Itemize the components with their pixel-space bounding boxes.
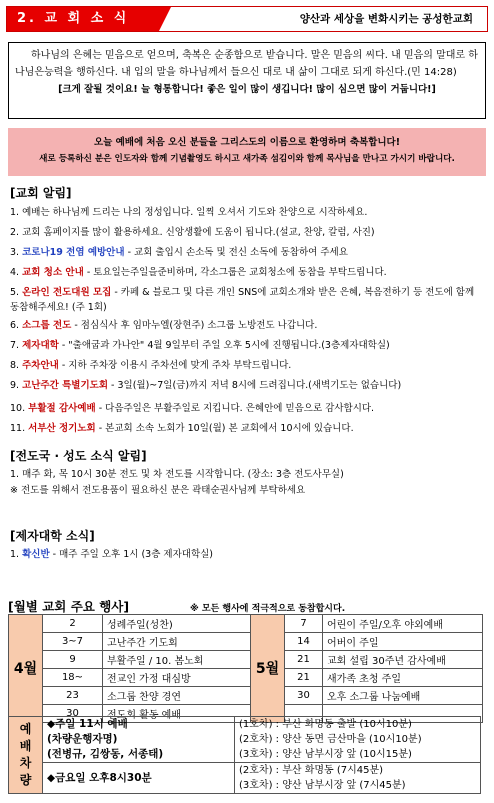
news-item-10 [10,401,486,416]
item-highlight: 주차안내 [22,360,59,371]
disciple-item-1 [10,547,486,562]
news-item-3 [10,245,486,260]
route-line: (3호차) : 양산 남부시장 앞 (7시45분) [239,780,406,791]
monthly-events-title: [월별 교회 주요 행사] [8,599,130,614]
april-label: 4월 [9,615,43,723]
item-text: - 본교회 소속 노회가 10일(월) 본 교회에서 10시에 있습니다. [95,423,354,434]
event-day: 14 [285,633,323,651]
item-text: - 토요일는주일을준비하며, 각소그룹은 교회청소에 동참을 부탁드립니다. [83,267,387,278]
item-highlight: 교회 청소 안내 [22,267,84,278]
table-row [251,651,483,669]
sunday-routes [235,717,481,763]
item-text: 교회 홈페이지를 많이 활용하세요. 신앙생활에 도움이 됩니다.(설교, 찬양, 칼럼, 사진) [22,227,375,238]
table-row [9,633,258,651]
route-line: (2호차) : 부산 화명동 (7시45분) [239,765,384,776]
item-highlight: 코로나19 전염 예방안내 [22,247,125,258]
item-number: 1. [10,207,20,218]
event-day: 30 [285,687,323,705]
event-name: 오후 소그룹 나눔예배 [323,687,483,705]
event-day: 21 [285,669,323,687]
news-item-5 [10,285,486,315]
friday-service-info: ◆금요일 오후8시30분 [43,763,235,794]
verse-motto: [크게 잘될 것이요! 늘 형통합니다! 좋은 일이 많이 생깁니다! 많이 심으면 많이 거둡니다!] [58,84,436,95]
church-news-title: [교회 알림] [10,186,72,200]
event-name: 전교인 가정 대심방 [103,669,258,687]
item-number: 8. [10,360,20,371]
event-day: 18~ [43,669,103,687]
evangelism-title: [전도국 · 성도 소식 알림] [10,449,147,463]
church-slogan: 양산과 세상을 변화시키는 공성한교회 [299,13,473,25]
item-number: 9. [10,380,20,391]
news-item-9 [10,378,486,393]
may-label: 5월 [251,615,285,723]
event-day: 9 [43,651,103,669]
news-item-4 [10,265,486,280]
item-highlight: 서부산 정기노회 [28,423,96,434]
sunday-service-info: ◆주일 11시 예배 (차량운행자명) (전병규, 김쌍동, 서종태) [43,717,235,763]
event-name: 소그룹 찬양 경연 [103,687,258,705]
section-title-church-news: 2. 교 회 소 식 [7,7,159,31]
event-name: 고난주간 기도회 [103,633,258,651]
table-row [251,633,483,651]
item-number: 5. [10,287,20,298]
friday-routes [235,763,481,794]
item-text: - 카페 & 블로그 및 다른 개인 SNS에 교회소개와 받은 은혜, 복음전하기 등 전도에 함께 동참해주세요! (주 1회) [10,287,475,313]
verse-text: 하나님의 은혜는 믿음으로 얻으며, 축복은 순종함으로 받습니다. 말은 믿음의 씨다. 내 믿음의 말대로 하나님은능력을 행하신다. 내 입의 말을 하나님께서 들으신 대로 내 삶이 그대로 되게 하신다.(민 14:28) [15,50,478,78]
welcome-line-1: 오늘 예배에 처음 오신 분들을 그리스도의 이름으로 환영하며 축복합니다! [93,137,401,148]
event-name: 전도회 활동 예배 [103,705,258,723]
event-name: 어버이 주일 [323,633,483,651]
item-text: - 매주 주일 오후 1시 (3층 제자대학실) [49,549,214,560]
event-day: 7 [285,615,323,633]
item-text: - 교회 출입시 손소독 및 전신 소독에 동참하여 주세요 [124,247,348,258]
event-name: 부활주일 / 10. 봄노회 [103,651,258,669]
table-row [251,615,483,633]
disciple-title: [제자대학 소식] [10,529,95,543]
item-text: 예배는 하나님께 드리는 나의 정성입니다. 일찍 오셔서 기도와 찬양으로 시작하세요. [22,207,368,218]
item-number: 11. [10,423,26,434]
table-row [251,687,483,705]
event-day: 30 [43,705,103,723]
news-item-1 [10,205,486,220]
may-events-table [250,614,483,723]
table-row [9,717,481,763]
news-item-2 [10,225,486,240]
item-number: 6. [10,320,20,331]
item-highlight: 제자대학 [22,340,59,351]
table-row [251,669,483,687]
news-item-11 [10,421,486,436]
verse-box [8,42,486,119]
item-text: - 점심식사 후 임마누엘(장현주) 소그룹 노방전도 나갑니다. [71,320,318,331]
item-highlight: 확신반 [22,549,50,560]
bus-label: 예배차량 [9,717,43,794]
evangelism-line-1: 1. 매주 화, 목 10시 30분 전도 및 차 전도를 시작합니다. (장소: 3층 전도사무실) [10,469,344,480]
event-name: 교회 설립 30주년 감사예배 [323,651,483,669]
event-day: 23 [43,687,103,705]
welcome-banner [8,128,486,176]
table-row [9,651,258,669]
news-item-6 [10,318,486,333]
item-text: - "출애굽과 가나안" 4월 9일부터 주일 오후 5시에 진행됩니다.(3층제자대학실) [58,340,390,351]
item-number: 4. [10,267,20,278]
route-line: (3호차) : 양산 남부시장 앞 (10시15분) [239,749,412,760]
table-row [9,763,481,794]
item-number: 10. [10,403,26,414]
item-text: - 지하 주차장 이용시 주차선에 맞게 주차 부탁드립니다. [58,360,292,371]
news-item-7 [10,338,486,353]
item-highlight: 고난주간 특별기도회 [22,380,109,391]
event-day: 2 [43,615,103,633]
evangelism-line-2: ※ 전도를 위해서 전도용품이 필요하신 분은 곽태순권사님께 부탁하세요 [10,485,306,496]
monthly-events-note: ※ 모든 행사에 적극적으로 동참합시다. [190,604,346,614]
item-number: 2. [10,227,20,238]
item-highlight: 소그룹 전도 [22,320,72,331]
event-day: 21 [285,651,323,669]
event-name: 성례주일(성찬) [103,615,258,633]
item-number: 7. [10,340,20,351]
item-highlight: 온라인 전도대원 모집 [22,287,112,298]
item-text: - 다음주일은 부활주일로 지킵니다. 은혜안에 믿음으로 감사합시다. [95,403,375,414]
item-number: 3. [10,247,20,258]
event-name: 새가족 초청 주일 [323,669,483,687]
item-number: 1. [10,549,20,560]
route-line: (1호차) : 부산 화명동 출발 (10시10분) [239,719,412,730]
april-events-table [8,614,258,723]
event-name: 어린이 주일/오후 야외예배 [323,615,483,633]
table-row [9,687,258,705]
welcome-line-2: 새로 등록하신 분은 인도자와 함께 기념촬영도 하시고 새가족 섬김이와 함께 목사님을 만나고 가시기 바랍니다. [39,154,455,164]
table-row [9,615,258,633]
worship-bus-table [8,716,481,794]
route-line: (2호차) : 양산 동면 금산마을 (10시10분) [239,734,422,745]
section-header [6,6,488,32]
news-item-8 [10,358,486,373]
table-row [9,669,258,687]
item-highlight: 부활절 감사예배 [28,403,96,414]
event-day: 3~7 [43,633,103,651]
item-text: - 3일(월)~7일(금)까지 저녁 8시에 드려집니다.(새벽기도는 없습니다) [108,380,402,391]
